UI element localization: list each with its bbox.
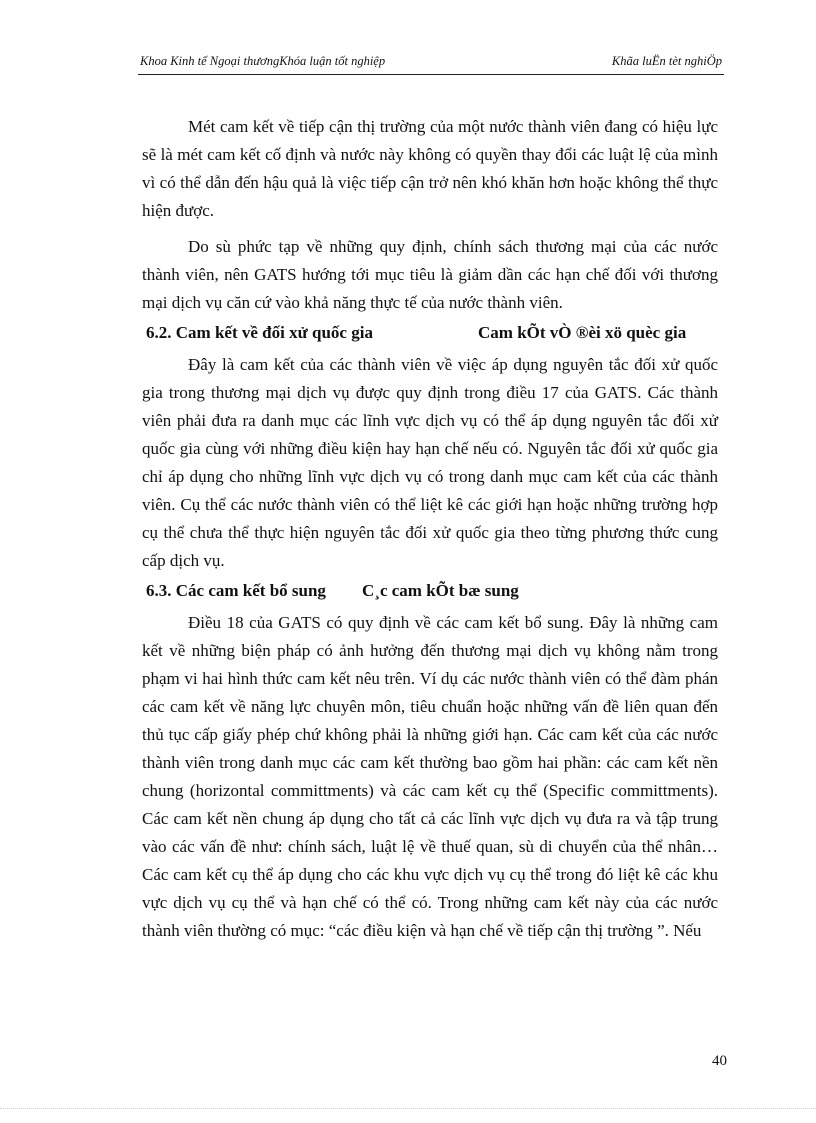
header-right-text: Khãa luËn tèt nghiÖp: [611, 54, 722, 68]
page-header: [140, 52, 722, 74]
section-heading-6-2-alt-text: Cam kÕt vÒ ®èi xö quèc gia: [478, 323, 687, 342]
page-number: 40: [712, 1053, 727, 1069]
paragraph-national-treatment: Đây là cam kết của các thành viên về việc áp dụng nguyên tắc đối xử quốc gia trong thương mại dịch vụ được quy định trong điều 17 của GATS. Các thành viên phải đưa ra danh mục các lĩnh vực dịch vụ có thể áp dụng nguyên tắc đối xử quốc gia cùng với những điều kiện hay hạn chế nếu có. Nguyên tắc đối xử quốc gia chỉ áp dụng cho những lĩnh vực dịch vụ có trong danh mục cam kết của các thành viên. Cụ thể các nước thành viên có thể liệt kê các giới hạn hoặc những trường hợp cụ thể chưa thể thực hiện nguyên tắc đối xử quốc gia theo từng phương thức cung cấp dịch vụ.: [142, 355, 718, 570]
section-heading-6-3: [142, 577, 718, 605]
paragraph-gats-objective: Do sù phức tạp về những quy định, chính sách thương mại của các nước thành viên, nên GATS hướng tới mục tiêu là giảm dần các hạn chế đối với thương mại dịch vụ căn cứ vào khả năng thực tế của nước thành viên.: [142, 237, 718, 312]
header-left-text: Khoa Kinh tế Ngoại thươngKhóa luận tốt nghiệp: [140, 54, 386, 68]
page-body: [142, 113, 718, 945]
section-heading-6-3-alt-text: C¸c cam kÕt bæ sung: [362, 581, 519, 600]
footer-dotted-rule: [0, 1108, 816, 1109]
section-heading-6-3-text: 6.3. Các cam kết bổ sung: [146, 581, 326, 600]
section-heading-6-2-text: 6.2. Cam kết về đối xử quốc gia: [146, 323, 373, 342]
paragraph-additional-commitments: Điều 18 của GATS có quy định về các cam kết bổ sung. Đây là những cam kết về những biện pháp có ảnh hưởng đến thương mại dịch vụ không nằm trong phạm vi hai hình thức cam kết nêu trên. Ví dụ các nước thành viên có thể đàm phán các cam kết về năng lực chuyên môn, tiêu chuẩn hoặc những vấn đề liên quan đến thủ tục cấp giấy phép chứ không phải là những giới hạn. Các cam kết của các nước thành viên trong danh mục các cam kết thường bao gồm hai phần: các cam kết nền chung (horizontal committments) và các cam kết cụ thể (Specific committments). Các cam kết nền chung áp dụng cho tất cả các lĩnh vực dịch vụ đưa ra và tập trung vào các vấn đề như: chính sách, luật lệ về thuế quan, sù di chuyển của thể nhân… Các cam kết cụ thể áp dụng cho các khu vực dịch vụ cụ thể trong đó liệt kê các khu vực dịch vụ cụ thể và hạn chế có thể có. Trong những cam kết này của các nước thành viên thường có mục: “các điều kiện và hạn chế về tiếp cận thị trường ”. Nếu: [142, 613, 718, 940]
section-heading-6-2: [142, 319, 718, 347]
paragraph-market-access-commitment: Mét cam kết về tiếp cận thị trường của một nước thành viên đang có hiệu lực sẽ là mét cam kết cố định và nước này không có quyền thay đổi các luật lệ của mình vì có thể dẫn đến hậu quả là việc tiếp cận trở nên khó khăn hơn hoặc không thể thực hiện được.: [142, 117, 718, 220]
paragraph-gap: [142, 225, 718, 233]
header-divider: [138, 74, 724, 75]
